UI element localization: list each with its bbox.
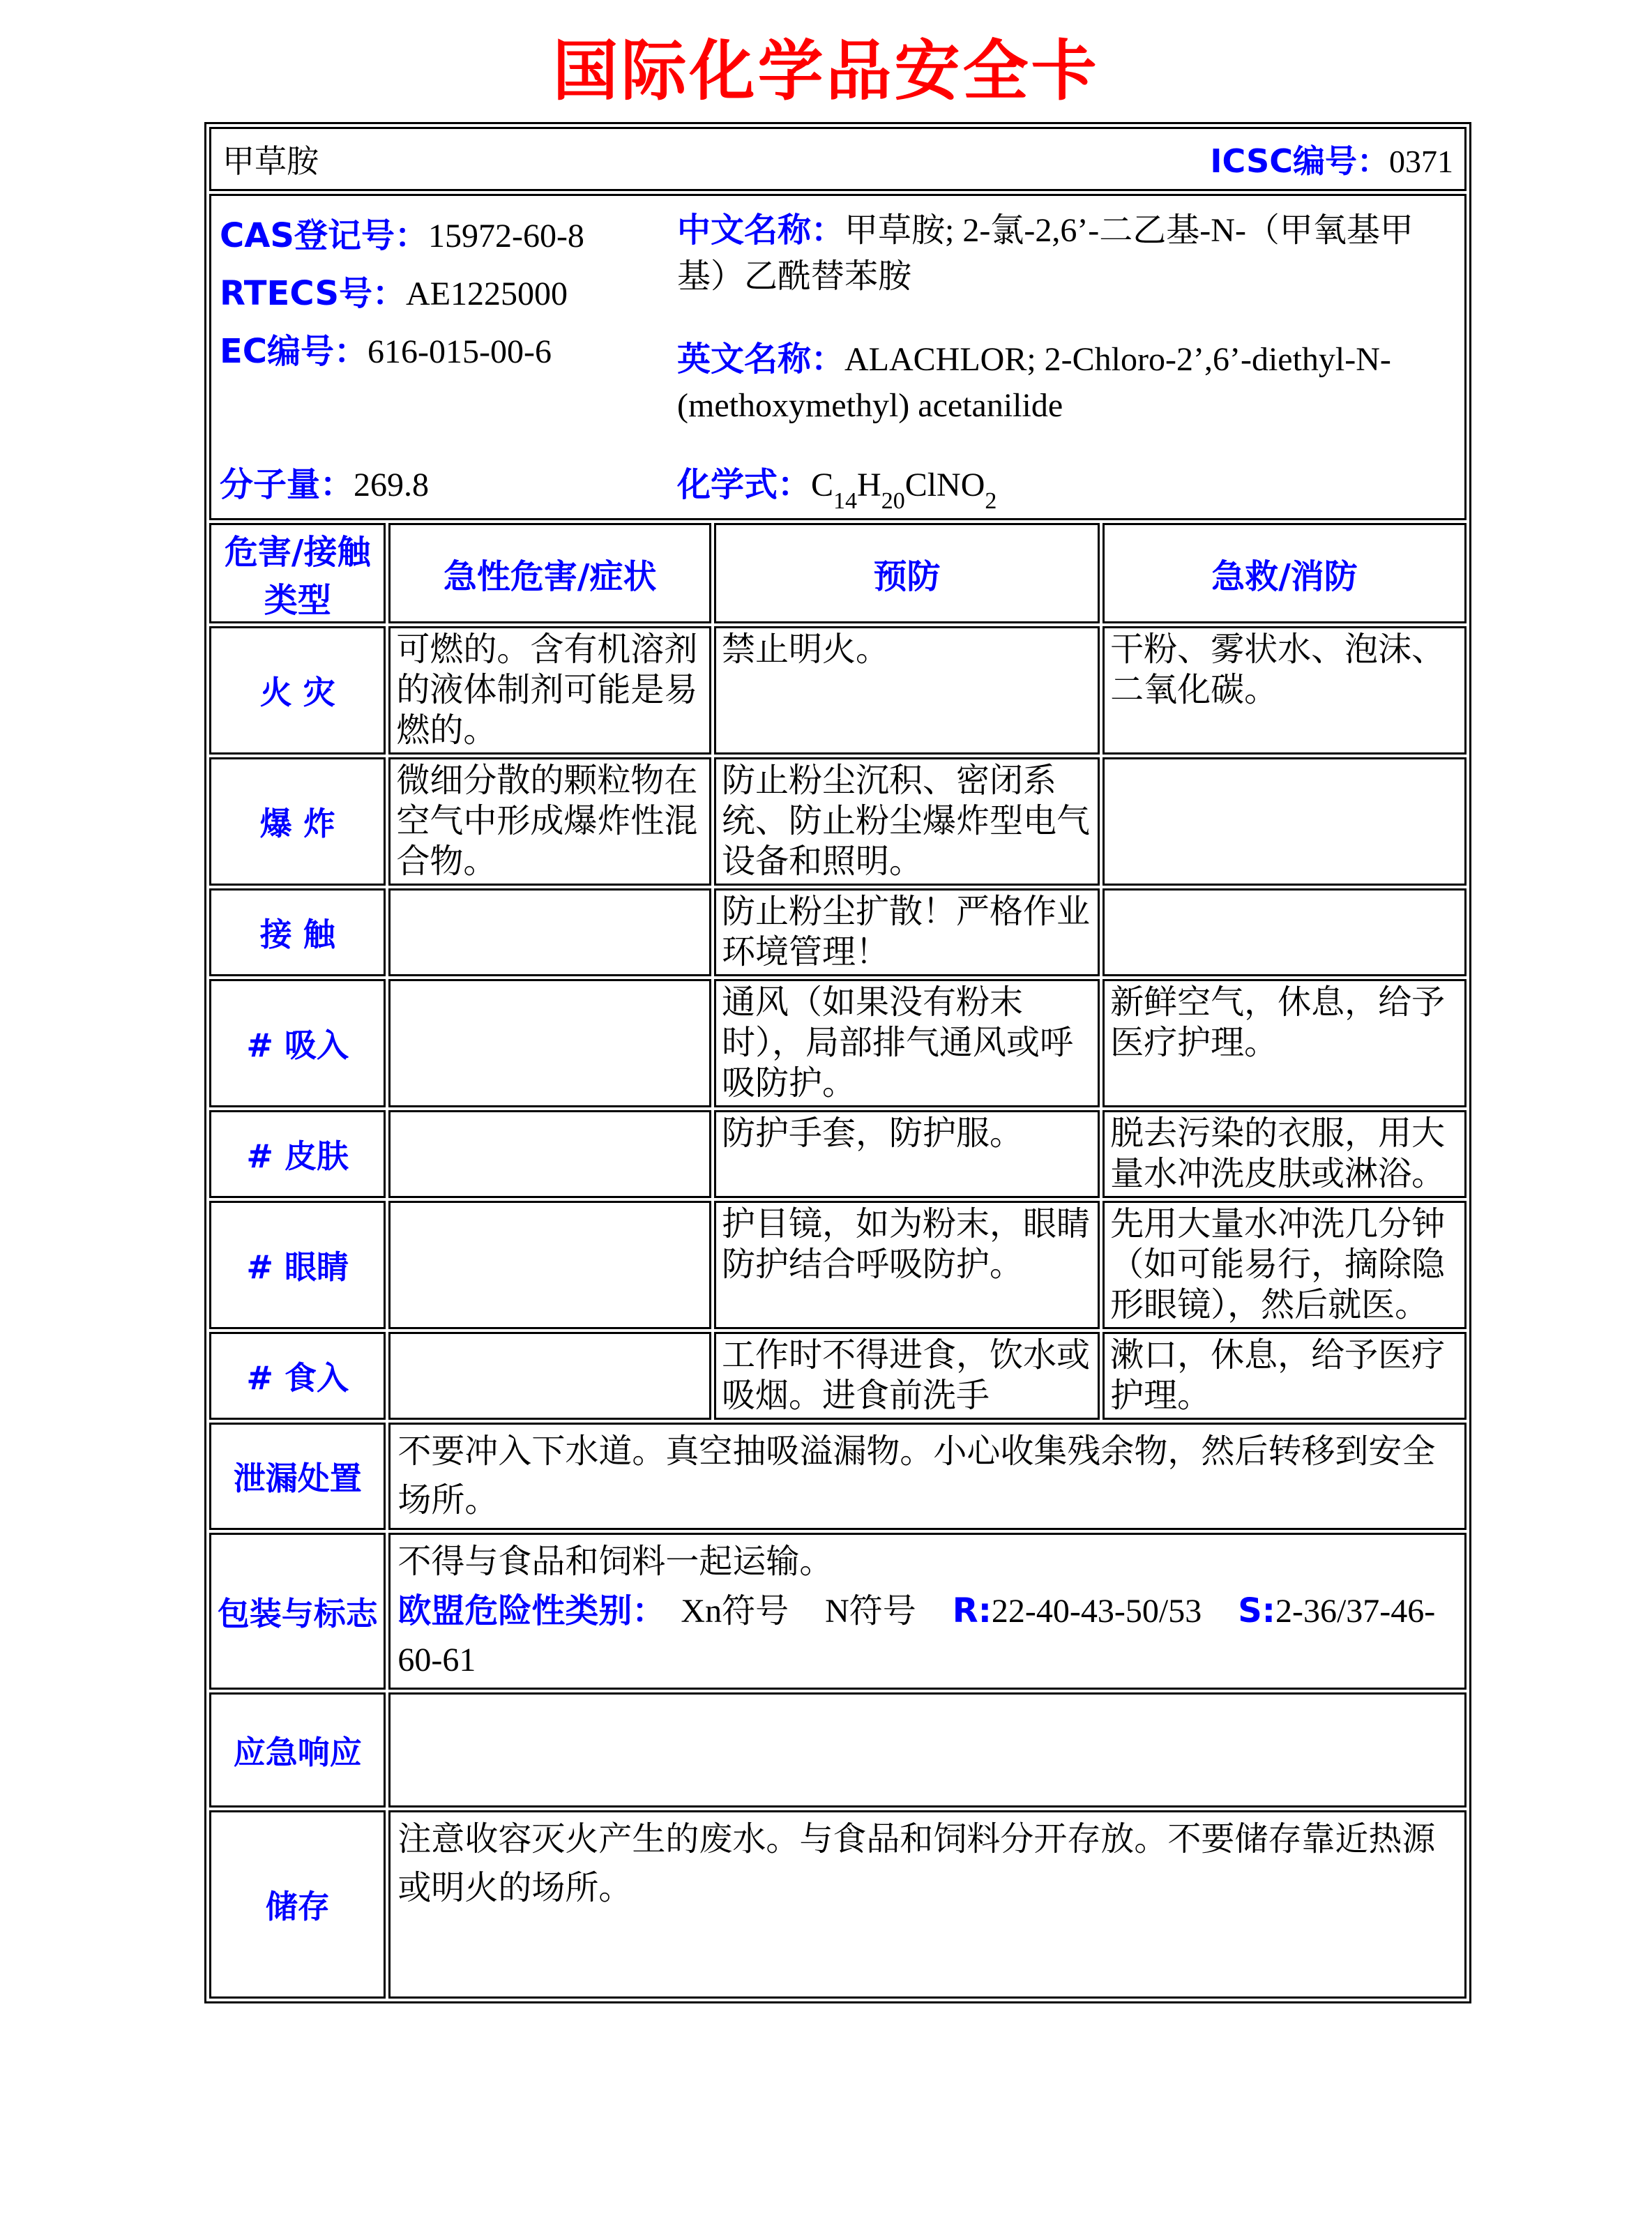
column-header-prevention: 预防: [714, 523, 1100, 623]
rtecs-number: [220, 265, 584, 323]
row-label-inhalation: # 吸入: [209, 979, 386, 1107]
skin-prevention-cell: 防护手套，防护服。: [714, 1110, 1100, 1198]
ec-number: [220, 323, 584, 381]
ingestion-response-cell: 漱口，休息，给予医疗护理。: [1102, 1332, 1467, 1420]
molecular-weight-label: 分子量：: [220, 465, 354, 504]
chemical-names: [677, 207, 1457, 429]
storage-content-cell: 注意收容灭火产生的废水。与食品和饲料分开存放。不要储存靠近热源或明火的场所。: [388, 1810, 1467, 1999]
row-label-explosion: 爆 炸: [209, 757, 386, 886]
inhalation-response-cell: 新鲜空气，休息，给予医疗护理。: [1102, 979, 1467, 1107]
row-label-ingestion: # 食入: [209, 1332, 386, 1420]
english-name: [677, 336, 1457, 429]
eyes-symptoms-cell: [388, 1201, 711, 1329]
page-title: 国际化学品安全卡: [552, 33, 1100, 109]
substance-band: [209, 127, 1467, 191]
english-name-value: ALACHLOR; 2-Chloro-2’,6’-diethyl-N-(methoxymethyl) acetanilide: [677, 341, 1391, 424]
eu-hazard-classification: [397, 1586, 1457, 1685]
fire-response-cell: 干粉、雾状水、泡沫、二氧化碳。: [1102, 626, 1467, 755]
molecular-weight-value: 269.8: [354, 467, 430, 503]
row-label-fire: 火 灾: [209, 626, 386, 755]
row-label-packaging: 包装与标志: [209, 1533, 386, 1690]
icsc-number-value: 0371: [1389, 144, 1453, 179]
eu-n-symbol: N符号: [825, 1593, 916, 1630]
chemical-formula: 化学式：$C_{14}H_{20}ClNO_2$: [677, 465, 997, 514]
row-label-contact: 接 触: [209, 888, 386, 976]
inhalation-prevention-cell: 通风（如果没有粉末时），局部排气通风或呼吸防护。: [714, 979, 1100, 1107]
fire-symptoms-cell: 可燃的。含有机溶剂的液体制剂可能是易燃的。: [388, 626, 711, 755]
ingestion-prevention-cell: 工作时不得进食，饮水或吸烟。进食前洗手: [714, 1332, 1100, 1420]
row-label-eyes: # 眼睛: [209, 1201, 386, 1329]
english-name-label: 英文名称：: [677, 340, 845, 379]
eu-xn-symbol: Xn符号: [681, 1593, 789, 1630]
substance-name: 甲草胺: [222, 144, 319, 179]
icsc-number: [1210, 136, 1453, 182]
row-label-emergency: 应急响应: [209, 1692, 386, 1808]
cas-number: [220, 207, 584, 265]
packaging-transport-note: 不得与食品和饲料一起运输。: [397, 1543, 833, 1580]
column-header-type: 危害/接触类型: [209, 523, 386, 623]
skin-response-cell: 脱去污染的衣服，用大量水冲洗皮肤或淋浴。: [1102, 1110, 1467, 1198]
cas-label: CAS登记号：: [220, 216, 428, 255]
row-label-skin: # 皮肤: [209, 1110, 386, 1198]
molecular-line: [220, 464, 1461, 514]
explosion-response-cell: [1102, 757, 1467, 886]
chinese-name-label: 中文名称：: [677, 211, 845, 250]
rtecs-label: RTECS号：: [220, 274, 407, 313]
registry-ids: [220, 207, 584, 381]
s-phrases-label: S:: [1238, 1591, 1275, 1630]
r-phrases-label: R:: [952, 1591, 992, 1630]
contact-symptoms-cell: [388, 888, 711, 976]
chinese-name-value: 甲草胺; 2-氯-2,6’-二乙基-N-（甲氧基甲基）乙酰替苯胺: [677, 212, 1414, 295]
spill-content-cell: 不要冲入下水道。真空抽吸溢漏物。小心收集残余物，然后转移到安全场所。: [388, 1423, 1467, 1530]
contact-prevention-cell: 防止粉尘扩散！严格作业环境管理！: [714, 888, 1100, 976]
eyes-response-cell: 先用大量水冲洗几分钟（如可能易行，摘除隐形眼镜），然后就医。: [1102, 1201, 1467, 1329]
contact-response-cell: [1102, 888, 1467, 976]
explosion-symptoms-cell: 微细分散的颗粒物在空气中形成爆炸性混合物。: [388, 757, 711, 886]
chinese-name: [677, 207, 1457, 300]
row-label-storage: 储存: [209, 1810, 386, 1999]
skin-symptoms-cell: [388, 1110, 711, 1198]
column-header-response: 急救/消防: [1102, 523, 1467, 623]
row-label-spill: 泄漏处置: [209, 1423, 386, 1530]
ec-label: EC编号：: [220, 332, 368, 371]
identity-section: [209, 194, 1467, 520]
eu-class-label: 欧盟危险性类别：: [397, 1591, 666, 1630]
column-header-symptoms: 急性危害/症状: [388, 523, 711, 623]
cas-value: 15972-60-8: [427, 218, 584, 255]
ingestion-symptoms-cell: [388, 1332, 711, 1420]
icsc-card-table: [204, 122, 1471, 2003]
s-phrases-value: 2-36/37-46-60-61: [397, 1593, 1436, 1678]
explosion-prevention-cell: 防止粉尘沉积、密闭系统、防止粉尘爆炸型电气设备和照明。: [714, 757, 1100, 886]
ec-value: 616-015-00-6: [367, 333, 552, 370]
r-phrases-value: 22-40-43-50/53: [991, 1593, 1202, 1630]
inhalation-symptoms-cell: [388, 979, 711, 1107]
molecular-weight: [220, 457, 429, 506]
icsc-number-label: ICSC编号：: [1210, 142, 1389, 180]
packaging-content-cell: [388, 1533, 1467, 1690]
eyes-prevention-cell: 护目镜，如为粉末，眼睛防护结合呼吸防护。: [714, 1201, 1100, 1329]
fire-prevention-cell: 禁止明火。: [714, 626, 1100, 755]
emergency-content-cell: [388, 1692, 1467, 1808]
rtecs-value: AE1225000: [406, 275, 568, 312]
chemical-formula-label: 化学式：: [677, 465, 812, 504]
